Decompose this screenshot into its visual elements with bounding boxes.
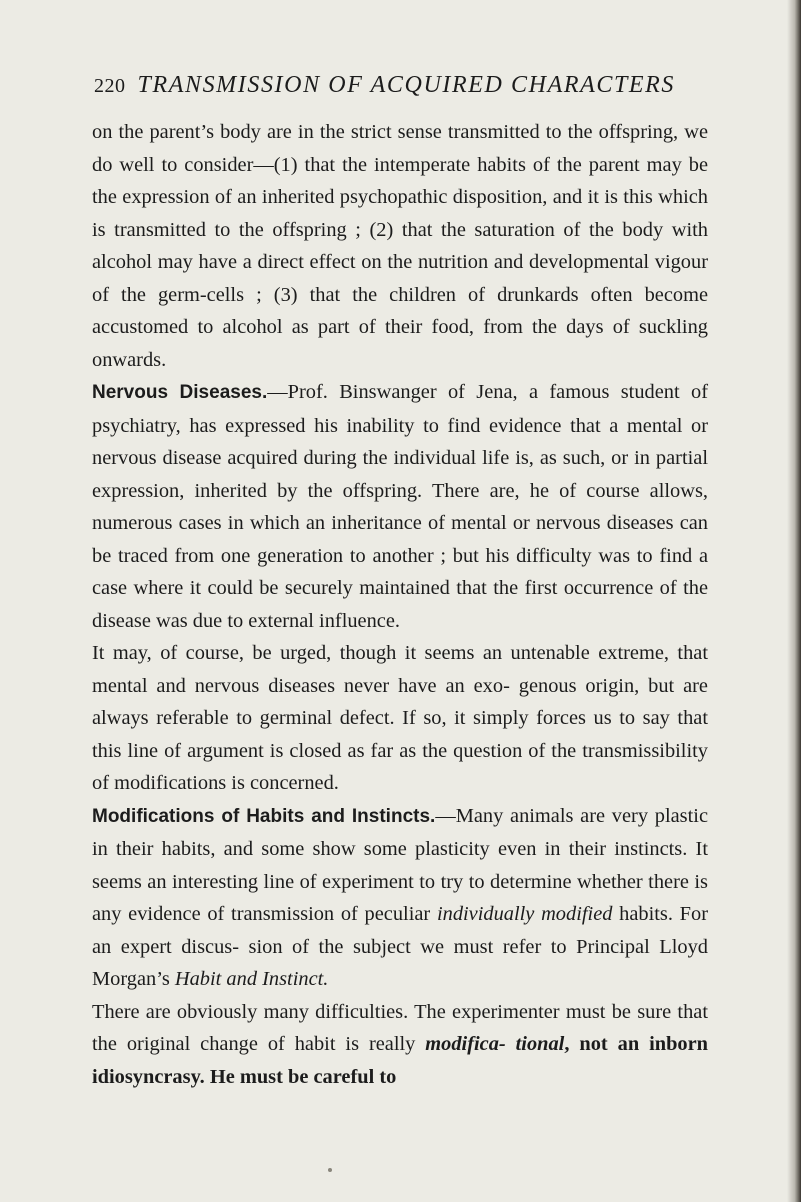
- paragraph-text: There are obviously many difficulties. The experimenter must be sure that the original change of habit is really: [92, 1000, 708, 1055]
- book-title-habit-and-instinct: Habit and Instinct.: [174, 968, 329, 990]
- section-heading-modifications: Modifications of Habits and Instincts.: [92, 805, 436, 827]
- paragraph-text-bold: , not an inborn idiosyncrasy. He must be careful to: [92, 1033, 709, 1088]
- paragraph-text: —Prof. Binswanger of Jena, a famous student of psychiatry, has expressed his inability to find evidence that a mental or nervous disease acquired during the individual life is, as such, or in partial expression, inherited by the offspring. There are, he of course allows, numerous cases in which an inheritance of mental or nervous diseases can be traced from one generation to another ; but his difficulty was to find a case where it could be securely maintained that the first occurrence of the disease was due to external influence.: [92, 381, 708, 632]
- paragraph-text: —Many animals are very plastic in their habits, and some show some plasticity even in their instincts. It seems an interesting line of experiment to try to determine whether there is any evidence of transmission of peculiar: [92, 804, 708, 925]
- paragraph-1: on the parent’s body are in the strict sense transmitted to the offspring, we do well to consider—(1) that the intemperate habits of the parent may be the expression of an inherited psychopathic disposition, and it is this which is transmitted to the offspring ; (2) that the saturation of the body with alcohol may have a direct effect on the nutrition and developmental vigour of the germ-cells ; (3) that the children of drunkards often become accustomed to alcohol as part of their food, from the days of suckling onwards.: [92, 121, 708, 371]
- running-title: TRANSMISSION OF ACQUIRED CHARACTERS: [137, 72, 676, 98]
- emphasis-individually-modified: individually modified: [436, 903, 613, 925]
- running-header: [94, 72, 704, 99]
- section-heading-nervous-diseases: Nervous Diseases.: [92, 382, 268, 403]
- paragraph-nervous-diseases: [92, 376, 708, 637]
- paragraph-modifications: [92, 800, 708, 996]
- paper-speck: [328, 1168, 332, 1172]
- paragraph-exogenous: It may, of course, be urged, though it seems an untenable extreme, that mental and nervous diseases never have an exo- genous origin, but are always referable to germinal defect. If so, it simply forces us to say that this line of argument is closed as far as the question of the transmissibility of modifications is concerned.: [92, 642, 708, 794]
- paragraph-difficulties: [92, 996, 708, 1094]
- page-number: 220: [94, 75, 126, 97]
- paragraph-text: habits. For an expert discus- sion of the subject we must refer to Principal Lloyd Morgan’s: [92, 903, 709, 990]
- emphasis-modificational: modifica- tional: [425, 1033, 565, 1055]
- page-body: [92, 116, 708, 1093]
- page-edge-shadow: [787, 0, 801, 1202]
